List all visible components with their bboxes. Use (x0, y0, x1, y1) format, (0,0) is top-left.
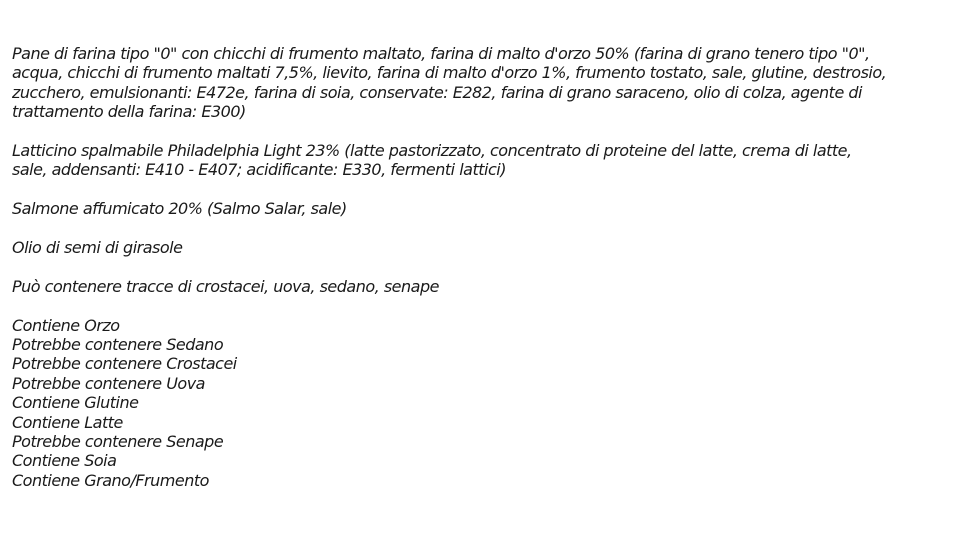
text-line: Latticino spalmabile Philadelphia Light 23% (latte pastorizzato, concentrato di proteine del latte, crema di latte, (12, 141, 852, 161)
text-line: Può contenere tracce di crostacei, uova, sedano, senape (12, 276, 439, 296)
ingredient-salmon (12, 199, 948, 218)
text-line: Olio di semi di girasole (12, 238, 183, 258)
allergen-item: Contiene Latte (12, 412, 123, 432)
allergen-item: Potrebbe contenere Senape (12, 432, 224, 452)
allergen-item: Contiene Grano/Frumento (12, 470, 209, 490)
allergen-list (12, 316, 948, 491)
ingredient-bread (12, 44, 948, 122)
allergen-item: Contiene Soia (12, 451, 117, 471)
traces-notice (12, 277, 948, 296)
text-line: acqua, chicchi di frumento maltati 7,5%, lievito, farina di malto d'orzo 1%, frumento tostato, sale, glutine, destrosio, (12, 63, 887, 83)
allergen-item: Potrebbe contenere Crostacei (12, 354, 237, 374)
allergen-item: Contiene Glutine (12, 393, 139, 413)
allergen-item: Potrebbe contenere Sedano (12, 335, 224, 355)
ingredient-cream-cheese (12, 141, 948, 180)
text-line: Salmone affumicato 20% (Salmo Salar, sale) (12, 199, 347, 219)
allergen-item: Contiene Orzo (12, 315, 120, 335)
text-line: sale, addensanti: E410 - E407; acidificante: E330, fermenti lattici) (12, 160, 506, 180)
text-line: zucchero, emulsionanti: E472e, farina di soia, conservate: E282, farina di grano saraceno, olio di colza, agente di (12, 82, 862, 102)
ingredients-document (12, 44, 948, 490)
allergen-item: Potrebbe contenere Uova (12, 373, 205, 393)
text-line: Pane di farina tipo "0" con chicchi di frumento maltato, farina di malto d'orzo 50% (farina di grano tenero tipo "0", (12, 44, 870, 63)
ingredient-oil (12, 238, 948, 257)
text-line: trattamento della farina: E300) (12, 102, 246, 122)
